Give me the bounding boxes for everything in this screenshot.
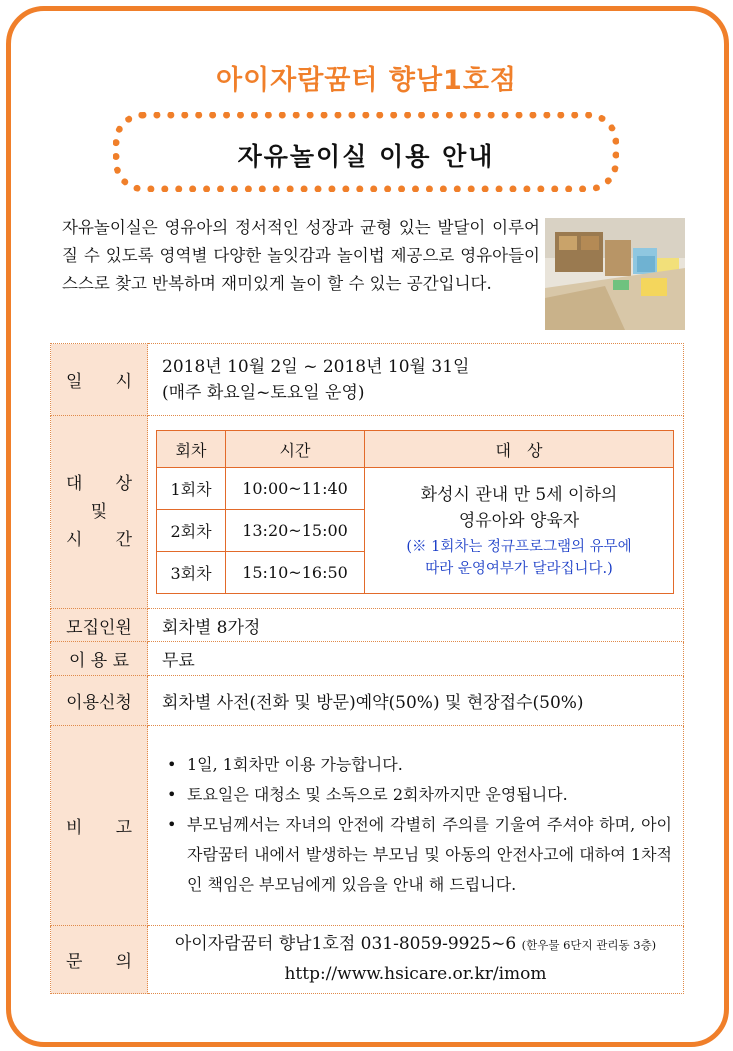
list-item: • 부모님께서는 자녀의 안전에 각별히 주의를 기울여 주셔야 하며, 아이자람꿈터 내에서 발생하는 부모님 및 아동의 안전사고에 대하여 1차적인 책임은 부모님에게 있음을 안내 해 드립니다. xyxy=(167,810,672,900)
header-time: 시간 xyxy=(226,431,365,468)
target-label-4: 시 xyxy=(66,530,83,550)
header-target: 대 상 xyxy=(365,431,674,468)
contact-address: (한우물 6단지 관리동 3층) xyxy=(521,938,657,952)
list-item: • 1일, 1회차만 이용 가능합니다. xyxy=(167,750,672,780)
fee-label: 이 용 료 xyxy=(51,642,148,676)
remarks-value xyxy=(148,726,684,926)
remarks-list xyxy=(149,738,682,914)
session-round: 2회차 xyxy=(157,510,226,552)
contact-url[interactable]: http://www.hsicare.or.kr/imom xyxy=(284,964,547,984)
remarks-label-1: 비 xyxy=(66,818,83,838)
info-table xyxy=(50,343,684,994)
contact-label xyxy=(51,926,148,994)
target-time-value xyxy=(148,416,684,609)
page-title: 자유놀이실 이용 안내 xyxy=(237,142,495,171)
target-label-2: 상 xyxy=(115,474,132,494)
target-cell xyxy=(365,468,674,594)
session-time: 13:20~15:00 xyxy=(226,510,365,552)
remarks-label-2: 고 xyxy=(115,818,132,838)
session-time: 15:10~16:50 xyxy=(226,552,365,594)
schedule-days: (매주 화요일~토요일 운영) xyxy=(162,382,365,403)
target-note-1: (※ 1회차는 정규프로그램의 유무에 xyxy=(406,538,632,555)
session-round: 3회차 xyxy=(157,552,226,594)
recruit-label: 모집인원 xyxy=(51,609,148,642)
apply-label: 이용신청 xyxy=(51,676,148,726)
target-note-2: 따라 운영여부가 달라집니다.) xyxy=(425,560,613,577)
apply-value: 회차별 사전(전화 및 방문)예약(50%) 및 현장접수(50%) xyxy=(148,676,684,726)
target-label-5: 간 xyxy=(115,530,132,550)
schedule-label-1: 일 xyxy=(66,372,83,392)
target-label-3: 및 xyxy=(90,502,108,522)
schedule-dates: 2018년 10월 2일 ~ 2018년 10월 31일 xyxy=(162,356,470,377)
session-time: 10:00~11:40 xyxy=(226,468,365,510)
target-time-label xyxy=(51,416,148,609)
schedule-value xyxy=(148,344,684,416)
remarks-label xyxy=(51,726,148,926)
contact-value xyxy=(148,926,684,994)
session-table xyxy=(156,430,674,594)
fee-value: 무료 xyxy=(148,642,684,676)
schedule-label xyxy=(51,344,148,416)
target-line-1: 화성시 관내 만 5세 이하의 xyxy=(420,484,618,505)
intro-text: 자유놀이실은 영유아의 정서적인 성장과 균형 있는 발달이 이루어질 수 있도록 영역별 다양한 놀잇감과 놀이법 제공으로 영유아들이 스스로 찾고 반복하며 재미있게 놀이 할 수 있는 공간입니다. xyxy=(62,218,540,293)
contact-phone: 아이자람꿈터 향남1호점 031-8059-9925~6 xyxy=(174,934,517,954)
center-name: 아이자람꿈터 향남1호점 xyxy=(215,65,517,96)
target-line-2: 영유아와 양육자 xyxy=(458,510,580,531)
header-round: 회차 xyxy=(157,431,226,468)
contact-label-1: 문 xyxy=(66,952,83,972)
recruit-value: 회차별 8가정 xyxy=(148,609,684,642)
target-label-1: 대 xyxy=(66,474,83,494)
playroom-photo xyxy=(545,218,685,330)
schedule-label-2: 시 xyxy=(115,372,132,392)
session-round: 1회차 xyxy=(157,468,226,510)
contact-label-2: 의 xyxy=(115,952,132,972)
list-item: • 토요일은 대청소 및 소독으로 2회차까지만 운영됩니다. xyxy=(167,780,672,810)
